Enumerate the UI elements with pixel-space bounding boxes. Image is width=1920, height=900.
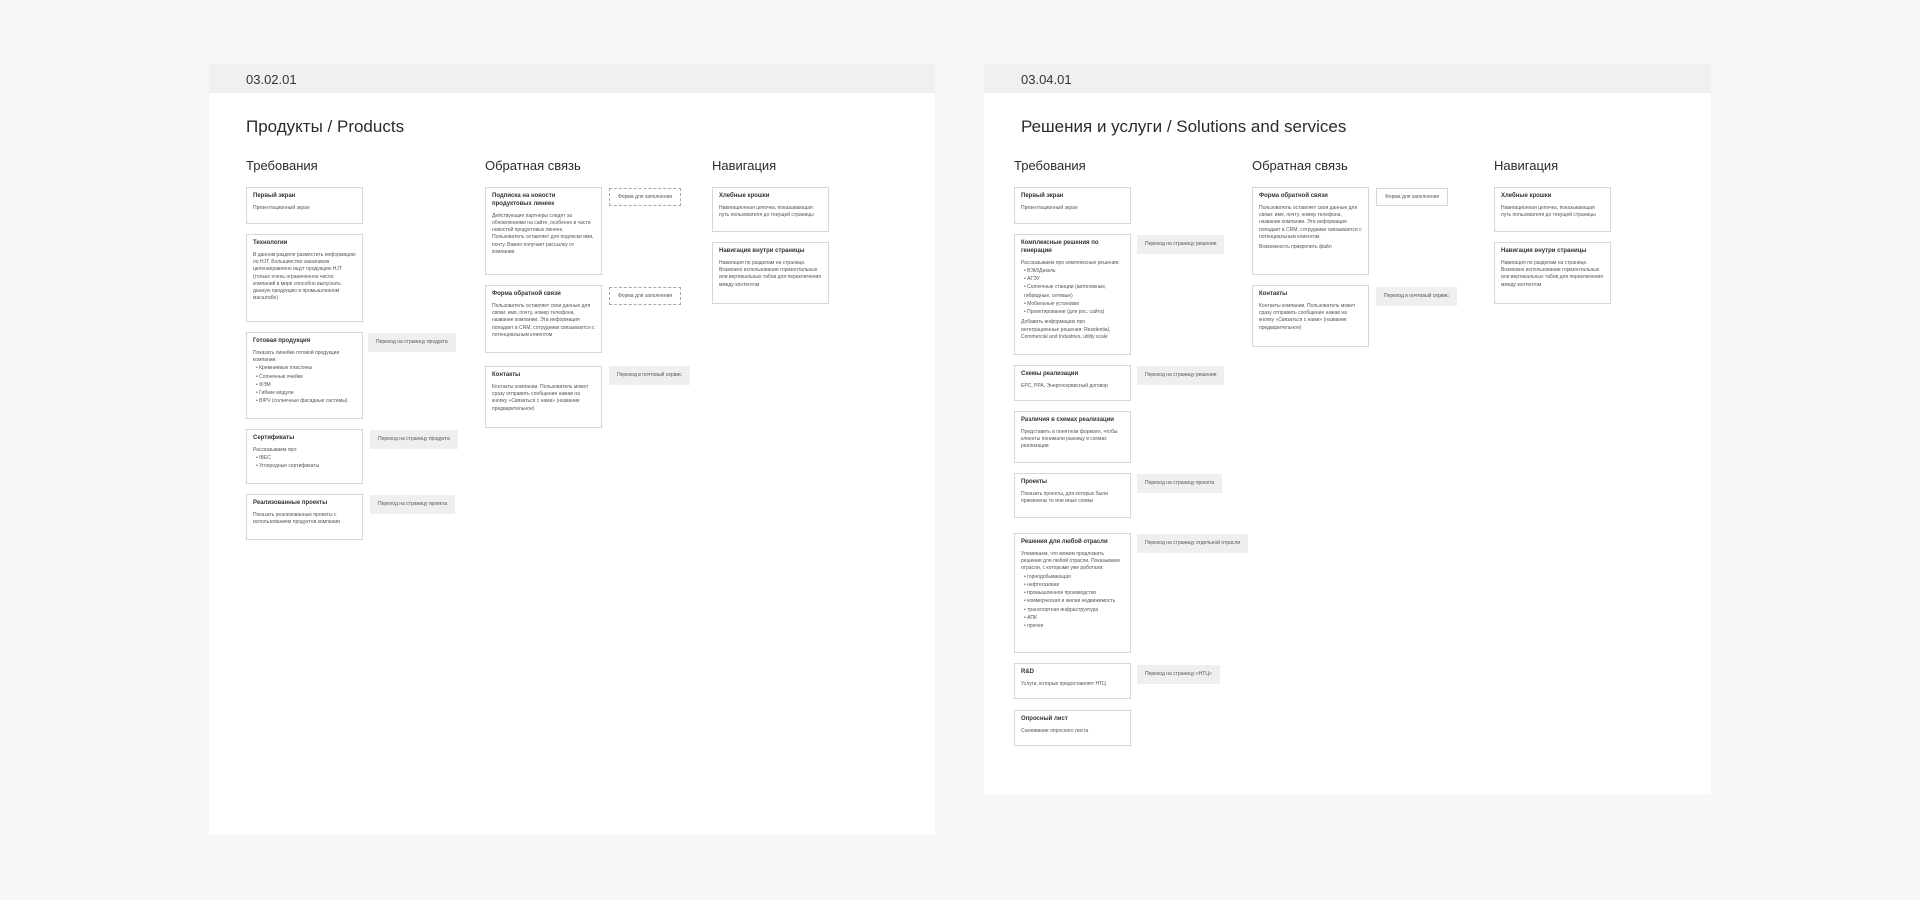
list-item: • Солнечные ячейки bbox=[256, 373, 356, 381]
list-item: • АПК bbox=[1024, 614, 1124, 622]
card-complex-solutions bbox=[1014, 234, 1131, 355]
link-project-page[interactable]: Переход на страницу проекта bbox=[1137, 474, 1222, 493]
card-rnd bbox=[1014, 663, 1131, 699]
card-text: Навигационная цепочка, показывающая путь пользователя до текущей страницы bbox=[1501, 204, 1596, 219]
list-item: • промышленное производство bbox=[1024, 589, 1124, 597]
card-title: Хлебные крошки bbox=[1501, 193, 1552, 199]
card-title: Хлебные крошки bbox=[719, 193, 770, 199]
card-list bbox=[253, 364, 356, 405]
card-text: Показать проекты, для которых были применены те или иные схемы bbox=[1021, 490, 1108, 505]
card-text: Действующие партнеры следят за обновлениями на сайте, особенно в части новостей продуктовых линеек. Пользователь оставляет для подписки имя, почту. Важно получает рассылку от компании. bbox=[492, 212, 594, 255]
list-item: • АГЭУ bbox=[1024, 275, 1124, 283]
card-first-screen bbox=[246, 187, 363, 224]
card-contacts bbox=[1252, 285, 1369, 347]
card-title: Решения для любой отрасли bbox=[1021, 539, 1108, 545]
list-item: • нефтегазовая bbox=[1024, 581, 1124, 589]
list-item: • ФЭМ bbox=[256, 381, 356, 389]
list-item: • ВЭИ/Дизель bbox=[1024, 267, 1124, 275]
card-breadcrumbs bbox=[712, 187, 829, 232]
card-questionnaire bbox=[1014, 710, 1131, 746]
list-item: • Мобильные установки bbox=[1024, 300, 1124, 308]
link-ntc-page[interactable]: Переход на страницу «НТЦ» bbox=[1137, 665, 1220, 684]
card-title: Сертификаты bbox=[253, 435, 295, 441]
panel-title: Продукты / Products bbox=[246, 117, 405, 136]
card-title: Навигация внутри страницы bbox=[719, 248, 805, 254]
panel-title: Решения и услуги / Solutions and services bbox=[1021, 117, 1347, 136]
link-mail-service[interactable]: Переход в почтовый сервис bbox=[609, 366, 690, 385]
card-title: R&D bbox=[1021, 669, 1034, 675]
column-title-feedback: Обратная связь bbox=[485, 158, 581, 173]
card-title: Навигация внутри страницы bbox=[1501, 248, 1587, 254]
card-text: Возможность прикрепить файл bbox=[1259, 244, 1332, 251]
card-first-screen bbox=[1014, 187, 1131, 224]
card-text: Навигация по разделам на странице. Возможно использование горизонтальных или вертикальных табов для переключения между контентом bbox=[719, 259, 822, 288]
card-projects bbox=[1014, 473, 1131, 518]
list-item: • Проектирование (для рос. сайта) bbox=[1024, 308, 1124, 316]
card-text: Упоминаем, что можем предложить решения для любой отрасли. Показываем отрасли, с которыми уже работали: bbox=[1021, 550, 1120, 572]
form-fill-tag[interactable]: Форма для заполнения bbox=[1376, 188, 1448, 206]
card-text: Добавить информацию про интеграционные решения: Residential, Commercial and Industries, utility scale bbox=[1021, 319, 1111, 340]
card-text: Рассказываем про: bbox=[253, 446, 298, 453]
card-list bbox=[1021, 267, 1124, 317]
card-title: Проекты bbox=[1021, 479, 1048, 485]
card-text: Показать линейки готовой продукции компании: bbox=[253, 349, 340, 364]
card-text: Рассказываем про комплексные решения: bbox=[1021, 259, 1120, 266]
panel-code: 03.04.01 bbox=[984, 64, 1711, 93]
card-title: Готовая продукция bbox=[253, 338, 311, 344]
link-mail-service[interactable]: Переход в почтовый сервис bbox=[1376, 287, 1457, 306]
card-contacts bbox=[485, 366, 602, 428]
card-list bbox=[253, 454, 356, 471]
panel-solutions bbox=[984, 64, 1711, 794]
list-item: • BIPV (солнечные фасадные системы) bbox=[256, 397, 356, 405]
column-title-feedback: Обратная связь bbox=[1252, 158, 1348, 173]
card-title: Контакты bbox=[492, 372, 521, 378]
list-item: • Углеродные сертификаты bbox=[256, 462, 356, 470]
card-text: Услуги, которые предоставляет НТЦ bbox=[1021, 680, 1106, 687]
card-technologies bbox=[246, 234, 363, 322]
card-ready-products bbox=[246, 332, 363, 419]
card-title: Схемы реализации bbox=[1021, 371, 1079, 377]
card-page-navigation bbox=[712, 242, 829, 304]
form-fill-tag[interactable]: Форма для заполнения bbox=[609, 287, 681, 305]
link-product-page[interactable]: Переход на страницу продукта bbox=[370, 430, 458, 449]
list-item: • горнодобывающая bbox=[1024, 573, 1124, 581]
card-title: Реализованные проекты bbox=[253, 500, 328, 506]
list-item: • прочее bbox=[1024, 622, 1124, 630]
card-text: Контакты компании. Пользователь может сразу отправить сообщение нажав на кнопку «Связаться с нами» (название предварительное) bbox=[1259, 302, 1356, 331]
card-text: Скачивание опросного листа bbox=[1021, 727, 1089, 734]
card-title: Комплексные решения по генерации bbox=[1021, 240, 1099, 254]
column-title-navigation: Навигация bbox=[1494, 158, 1559, 173]
card-text: В данном разделе разместить информацию по HJT. Большинство заказчиков целенаправлено ищут продукцию HJT (только очень ограниченное число компаний в мире способно выпускать данную продукцию в промышленном масштабе) bbox=[253, 251, 356, 302]
card-realized-projects bbox=[246, 494, 363, 540]
card-title: Технологии bbox=[253, 240, 288, 246]
list-item: • Солнечные станции (автономные, гибридные, сетевые) bbox=[1024, 283, 1124, 300]
card-title: Опросный лист bbox=[1021, 716, 1068, 722]
link-product-page[interactable]: Переход на страницу продукта bbox=[368, 333, 456, 352]
card-feedback-form bbox=[485, 285, 602, 353]
card-breadcrumbs bbox=[1494, 187, 1611, 232]
panel-products bbox=[209, 64, 935, 835]
card-title: Форма обратной связи bbox=[492, 291, 561, 297]
card-text: Навигационная цепочка, показывающая путь пользователя до текущей страницы bbox=[719, 204, 814, 219]
card-text: Пользователь оставляет свои данные для связи: имя, почту, номер телефона, название компании. Эта информация попадает в CRM, сотрудники связываются с потенциальным клиентом. bbox=[1259, 204, 1362, 240]
card-feedback-form bbox=[1252, 187, 1369, 275]
list-item: • транспортная инфраструктура bbox=[1024, 606, 1124, 614]
link-project-page[interactable]: Переход на страницу проекта bbox=[370, 495, 455, 514]
card-title: Контакты bbox=[1259, 291, 1288, 297]
card-scheme-differences bbox=[1014, 411, 1131, 463]
card-title: Форма обратной связи bbox=[1259, 193, 1328, 199]
card-industry-solutions bbox=[1014, 533, 1131, 653]
column-title-navigation: Навигация bbox=[712, 158, 777, 173]
list-item: • коммерческая и жилая недвижимость bbox=[1024, 597, 1124, 605]
list-item: • Кремниевые пластины bbox=[256, 364, 356, 372]
card-title: Различия в схемах реализации bbox=[1021, 417, 1114, 423]
card-list bbox=[1021, 573, 1124, 631]
card-implementation-schemes bbox=[1014, 365, 1131, 401]
link-solution-page[interactable]: Переход на страницу решения bbox=[1137, 235, 1224, 254]
card-text: Пользователь оставляет свои данные для связи: имя, почту, номер телефона, название компании. Эта информация попадает в CRM, сотрудники связываются с потенциальным клиентом bbox=[492, 302, 595, 338]
panel-code: 03.02.01 bbox=[209, 64, 935, 93]
card-text: Показать реализованные проекты с использованием продуктов компании bbox=[253, 511, 340, 526]
card-news-subscription bbox=[485, 187, 602, 275]
list-item: • IBEC bbox=[256, 454, 356, 462]
column-title-requirements: Требования bbox=[246, 158, 318, 173]
card-text: Контакты компании. Пользователь может сразу отправить сообщение нажав на кнопку «Связаться с нами» (название предварительное) bbox=[492, 383, 589, 412]
list-item: • Гибкие модули bbox=[256, 389, 356, 397]
link-industry-page[interactable]: Переход на страницу отдельной отрасли bbox=[1137, 534, 1248, 553]
card-text: Презентационный экран bbox=[253, 204, 310, 211]
form-fill-tag[interactable]: Форма для заполнения bbox=[609, 188, 681, 206]
card-page-navigation bbox=[1494, 242, 1611, 304]
link-solution-page[interactable]: Переход на страницу решения bbox=[1137, 366, 1224, 385]
card-text: Навигация по разделам на странице. Возможно использование горизонтальных или вертикальных табов для переключения между контентом bbox=[1501, 259, 1604, 288]
card-title: Первый экран bbox=[1021, 193, 1064, 199]
card-text: EPC, PPA, Энергосервисный договор bbox=[1021, 382, 1108, 389]
card-text: Представить в понятном формате, чтобы клиенты понимали разницу в схемах реализации bbox=[1021, 428, 1118, 450]
card-title: Первый экран bbox=[253, 193, 296, 199]
column-title-requirements: Требования bbox=[1014, 158, 1086, 173]
card-title: Подписка на новости продуктовых линеек bbox=[492, 193, 556, 207]
card-text: Презентационный экран bbox=[1021, 204, 1078, 211]
card-certificates bbox=[246, 429, 363, 484]
